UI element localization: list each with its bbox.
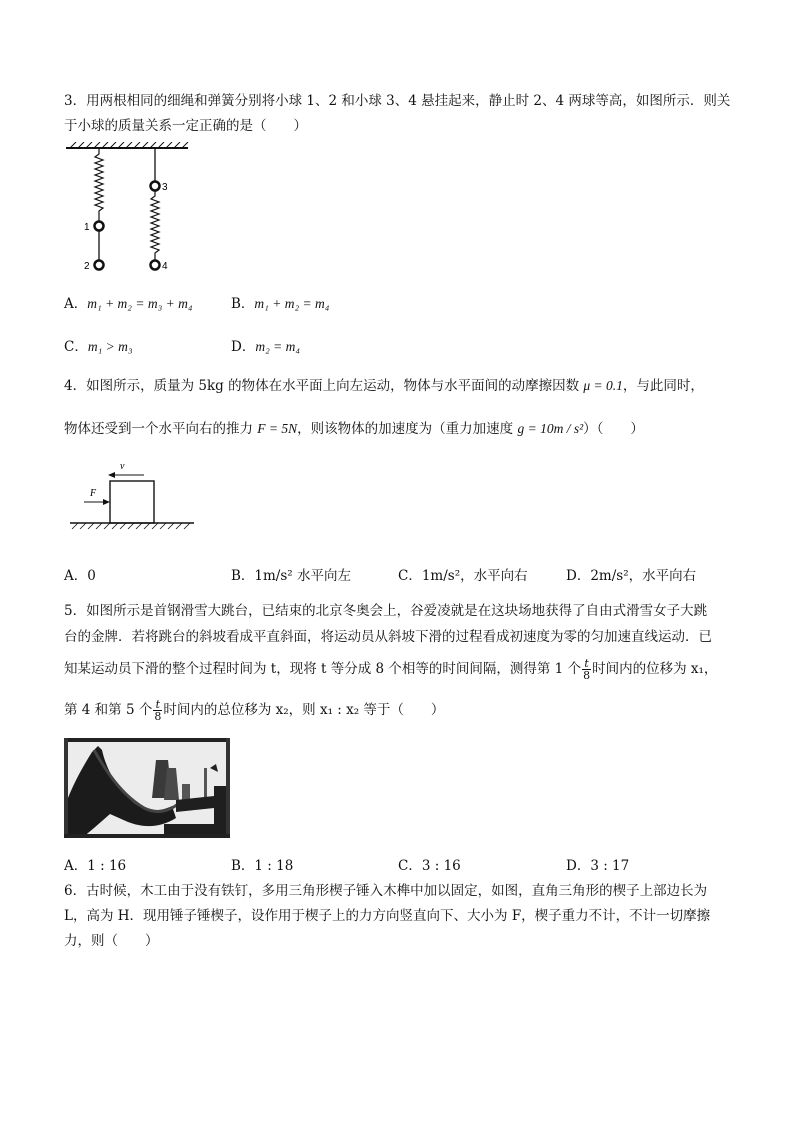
q5-fraction-t-over-8: $\frac{t}{8}$	[583, 657, 591, 682]
q5-stem-line3-b: 时间内的位移为 x₁，	[592, 661, 718, 677]
q4-option-b[interactable]	[231, 567, 351, 585]
q3-option-a-expr: m₁ + m₂ = m₃ + m₄	[87, 296, 193, 311]
q5-option-b-text: 1 : 18	[254, 858, 294, 874]
q5-option-d[interactable]	[566, 857, 629, 875]
q4-force: F = 5N	[257, 421, 298, 436]
ball-label-1: 1	[84, 222, 90, 233]
ball-1	[95, 222, 104, 231]
q5-option-c-text: 3 : 16	[421, 858, 461, 874]
q3-option-d-expr: m₂ = m₄	[255, 339, 301, 354]
q4-option-b-text: 1m/s² 水平向左	[254, 568, 351, 584]
q5-option-a[interactable]	[64, 857, 126, 875]
q3-option-b-expr: m₁ + m₂ = m₄	[254, 296, 330, 311]
q5-stem-line1: 5．如图所示是首钢滑雪大跳台，已结束的北京冬奥会上，谷爱凌就是在这块场地获得了自由式滑雪女子大跳	[64, 603, 708, 619]
q5-ski-jump-photo	[64, 738, 230, 838]
q5-option-a-text: 1 : 16	[87, 858, 127, 874]
q4-option-c-text: 1m/s²，水平向右	[421, 568, 528, 584]
q6-stem-line1: 6．古时候，木工由于没有铁钉，多用三角形楔子锤入木榫中加以固定，如图，直角三角形的楔子上部边长为	[64, 883, 708, 899]
q4-stem-line2	[64, 420, 644, 438]
q3-option-b-label: B．	[231, 296, 255, 312]
q3-option-d-label: D．	[231, 339, 256, 355]
ball-3	[151, 182, 160, 191]
q3-option-a[interactable]	[64, 295, 193, 313]
q6-stem-line2: L，高为 H．现用锤子锤楔子，设作用于楔子上的力方向竖直向下、大小为 F，楔子重力不计，不计一切摩擦	[64, 908, 711, 924]
q5-stem-line4-a: 第 4 和第 5 个	[64, 702, 153, 718]
q4-option-c-label: C．	[398, 568, 422, 584]
ball-label-3: 3	[162, 182, 168, 193]
q3-stem-line2: 于小球的质量关系一定正确的是（ ）	[64, 118, 307, 134]
q4-option-a-text: 0	[87, 568, 96, 584]
q4-stem-line1	[64, 377, 704, 395]
q4-stem-line1-a: 4．如图所示，质量为 5kg 的物体在水平面上向左运动，物体与水平面间的动摩擦因数	[64, 378, 580, 394]
q4-gravity: g = 10m / s²	[517, 421, 584, 436]
q4-option-a-label: A．	[64, 568, 88, 584]
q4-block-figure	[68, 460, 198, 532]
q3-option-c-expr: m₁ > m₃	[87, 339, 133, 354]
ball-2	[95, 261, 104, 270]
q5-option-b-label: B．	[231, 858, 255, 874]
ball-label-2: 2	[84, 261, 90, 272]
ball-label-4: 4	[162, 261, 168, 272]
q3-option-b[interactable]	[231, 295, 329, 313]
q3-stem-line1: 3．用两根相同的细绳和弹簧分别将小球 1、2 和小球 3、4 悬挂起来，静止时 2、4 两球等高，如图所示．则关	[64, 93, 731, 109]
q4-option-c[interactable]	[398, 567, 528, 585]
q3-option-d[interactable]	[231, 338, 300, 356]
q4-stem-line1-b: ，与此同时，	[622, 378, 704, 394]
q4-option-d-text: 2m/s²，水平向右	[590, 568, 697, 584]
q4-option-d-label: D．	[566, 568, 591, 584]
force-label: F	[90, 488, 97, 499]
q4-option-a[interactable]	[64, 567, 96, 585]
q5-stem-line2: 台的金牌．若将跳台的斜坡看成平直斜面，将运动员从斜坡下滑的过程看成初速度为零的匀加速直线运动．已	[64, 629, 712, 645]
q5-fraction-t-over-8-2: $\frac{t}{8}$	[154, 698, 162, 723]
q4-mu: μ = 0.1	[583, 378, 623, 393]
q4-stem-line2-b: ，则该物体的加速度为（重力加速度	[297, 421, 514, 437]
q5-option-b[interactable]	[231, 857, 293, 875]
q4-stem-line2-a: 物体还受到一个水平向右的推力	[64, 421, 253, 437]
q5-option-d-text: 3 : 17	[590, 858, 630, 874]
q4-option-b-label: B．	[231, 568, 255, 584]
q3-option-c[interactable]	[64, 338, 133, 356]
q3-option-c-label: C．	[64, 339, 88, 355]
velocity-label: v	[120, 461, 125, 472]
ball-4	[151, 261, 160, 270]
q4-option-d[interactable]	[566, 567, 696, 585]
q3-option-a-label: A．	[64, 296, 88, 312]
q3-spring-figure	[62, 142, 192, 277]
q4-stem-line2-c: ）（ ）	[583, 421, 644, 437]
q5-option-c-label: C．	[398, 858, 422, 874]
q5-stem-line4-b: 时间内的总位移为 x₂，则 x₁ : x₂ 等于（ ）	[163, 702, 445, 718]
q5-option-c[interactable]	[398, 857, 461, 875]
q5-option-a-label: A．	[64, 858, 88, 874]
q5-stem-line3-a: 知某运动员下滑的整个过程时间为 t，现将 t 等分成 8 个相等的时间间隔，测得第 1 个	[64, 661, 582, 677]
q6-stem-line3: 力，则（ ）	[64, 933, 159, 949]
block	[110, 481, 154, 523]
q5-option-d-label: D．	[566, 858, 591, 874]
q5-stem-line3	[64, 658, 717, 681]
q5-stem-line4	[64, 699, 444, 722]
